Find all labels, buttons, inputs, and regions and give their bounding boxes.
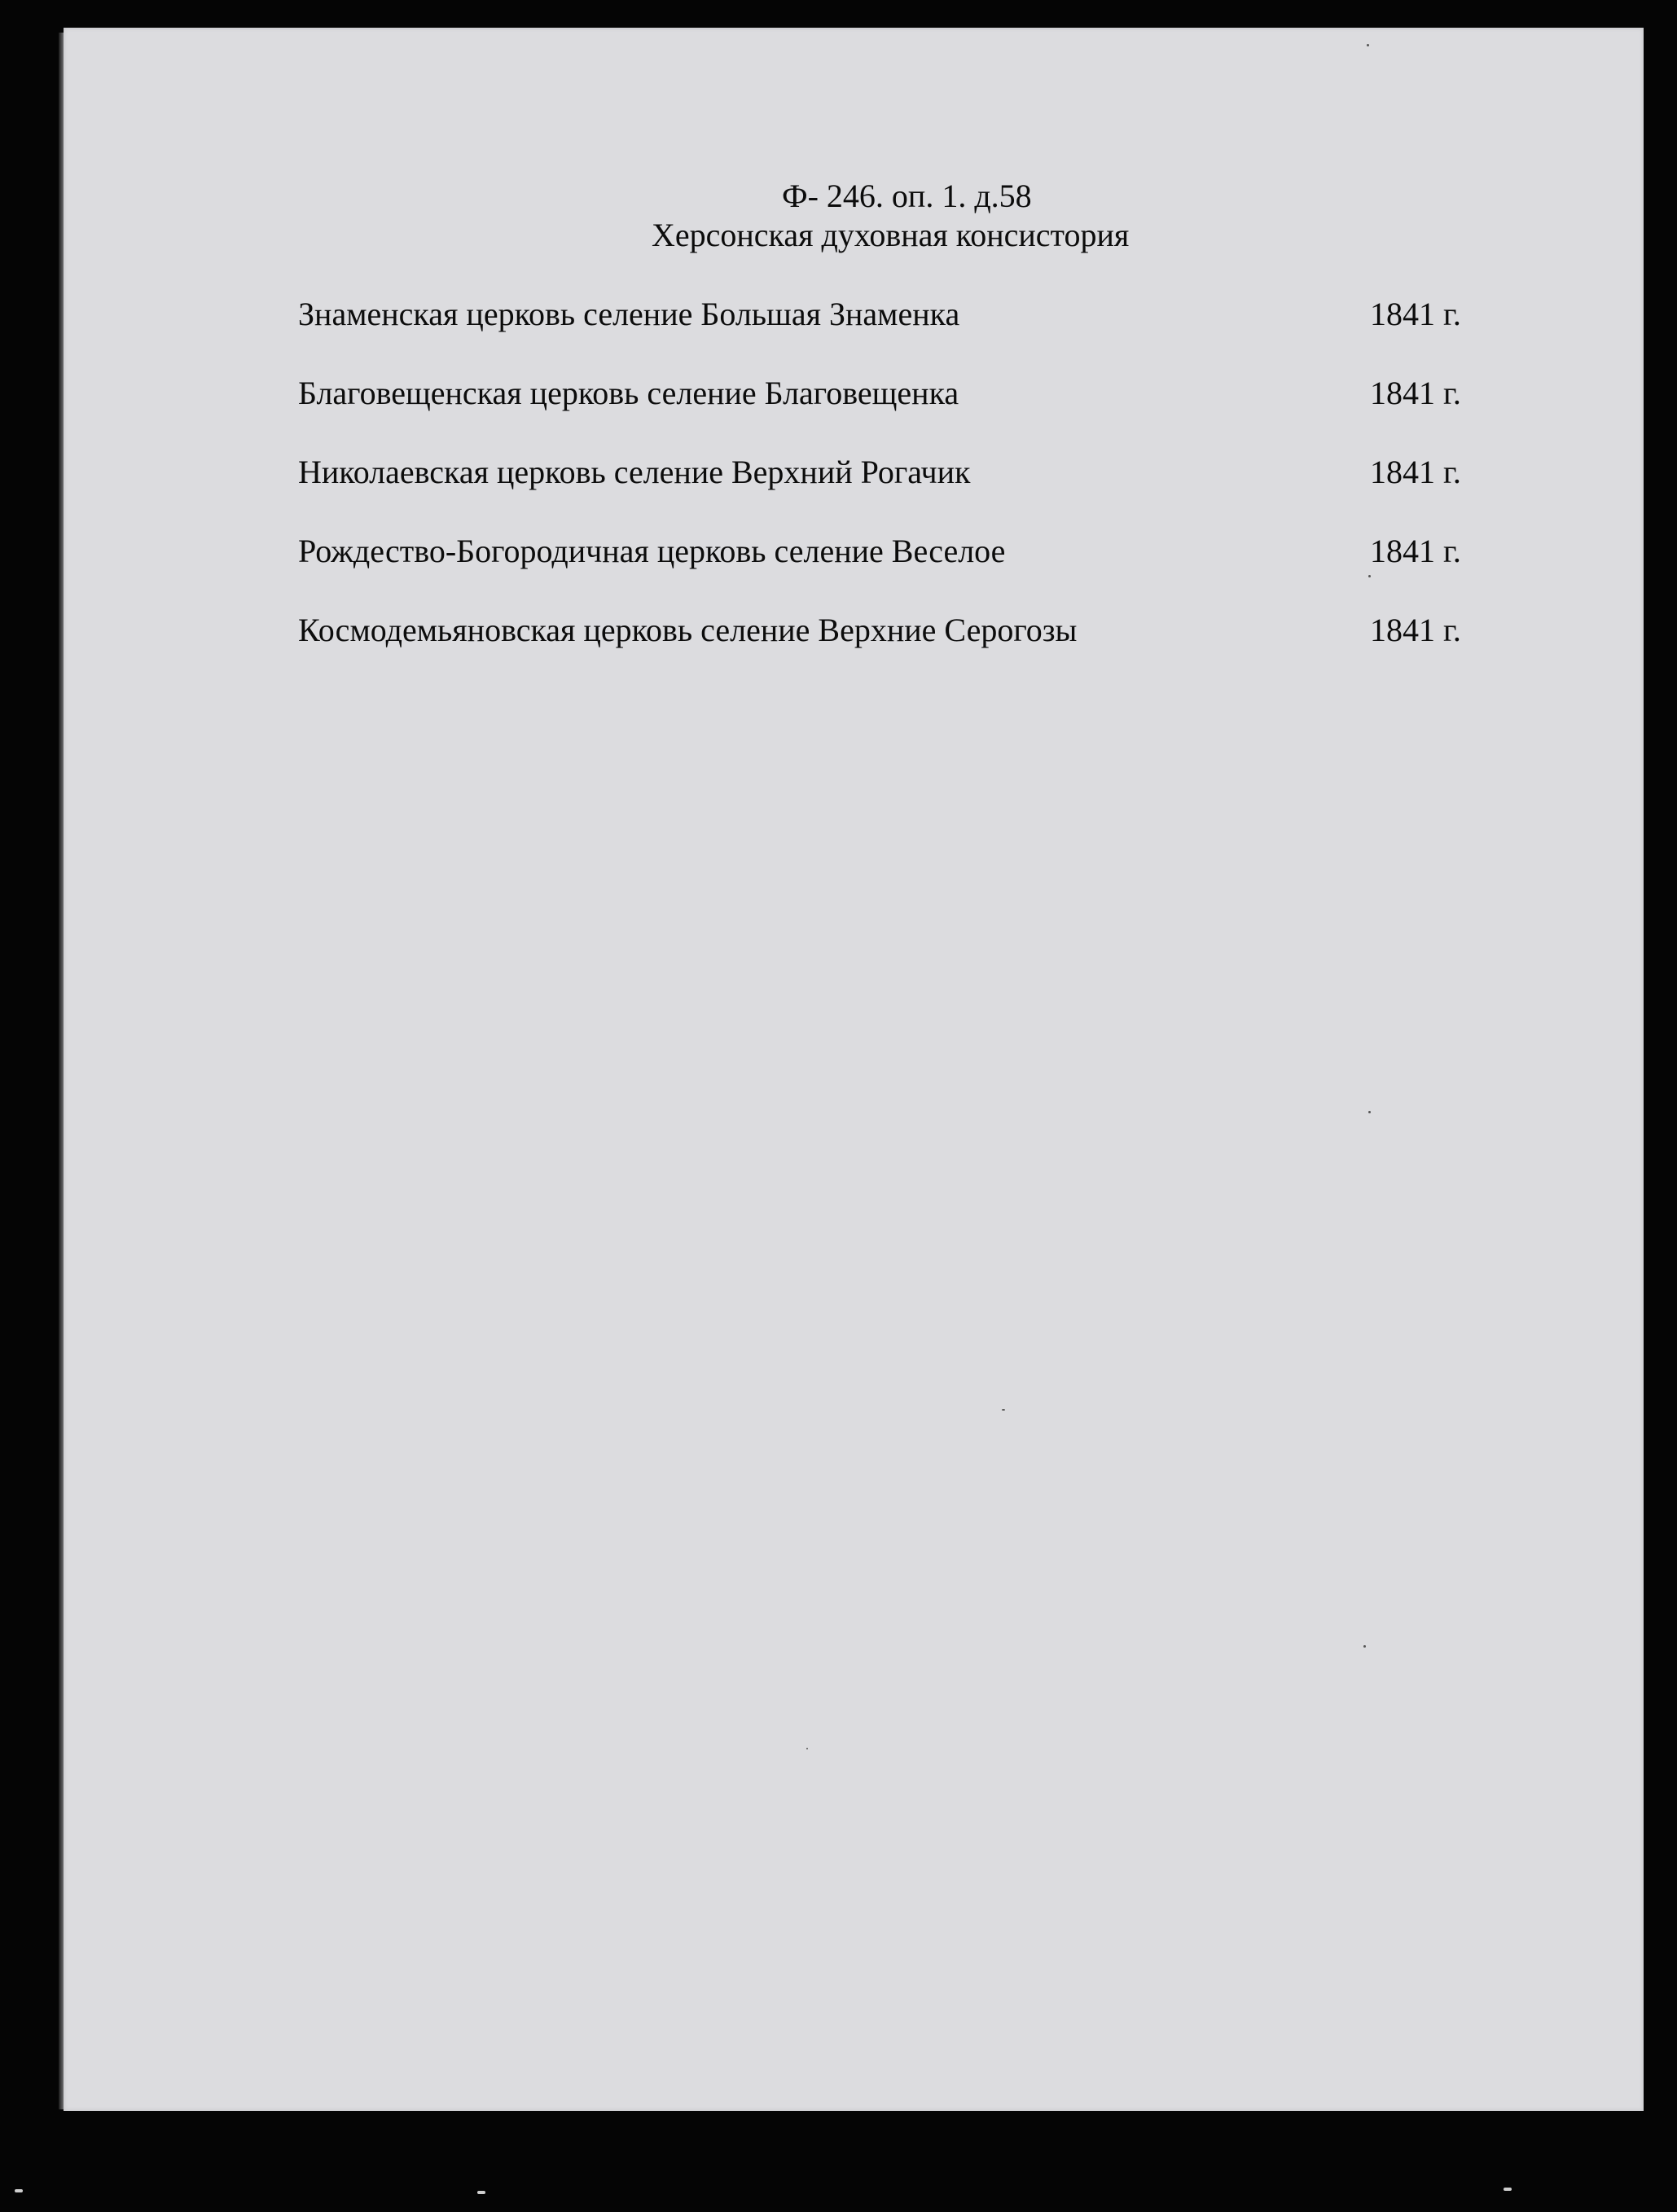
entry-title: Рождество-Богородичная церковь селение Веселое: [298, 533, 1006, 569]
scan-speck: [1002, 1409, 1005, 1411]
list-item: [298, 295, 1520, 337]
scan-artifact: [477, 2191, 485, 2194]
institution-title: Херсонская духовная консистория: [652, 217, 1130, 253]
list-item: [298, 374, 1520, 416]
scan-speck: [1363, 1645, 1366, 1648]
scan-speck: [1368, 1111, 1371, 1113]
entry-title: Космодемьяновская церковь селение Верхние Серогозы: [298, 612, 1078, 648]
scan-speck: [1367, 44, 1369, 46]
entry-year: 1841 г.: [1370, 454, 1461, 490]
scan-speck: [1368, 575, 1371, 577]
entry-year: 1841 г.: [1370, 296, 1461, 332]
scan-speck: [806, 1748, 808, 1749]
list-item: [298, 453, 1520, 495]
entry-year: 1841 г.: [1370, 612, 1461, 648]
entry-year: 1841 г.: [1370, 375, 1461, 411]
entry-year: 1841 г.: [1370, 533, 1461, 569]
list-item: [298, 611, 1520, 653]
archive-reference: Ф- 246. оп. 1. д.58: [782, 178, 1032, 214]
scan-artifact: [15, 2189, 23, 2192]
entry-title: Благовещенская церковь селение Благовещенка: [298, 375, 959, 411]
scan-artifact: [1504, 2188, 1512, 2191]
paper-sheet: [64, 28, 1644, 2111]
entry-title: Николаевская церковь селение Верхний Рогачик: [298, 454, 971, 490]
entry-title: Знаменская церковь селение Большая Знаменка: [298, 296, 960, 332]
list-item: [298, 532, 1520, 574]
